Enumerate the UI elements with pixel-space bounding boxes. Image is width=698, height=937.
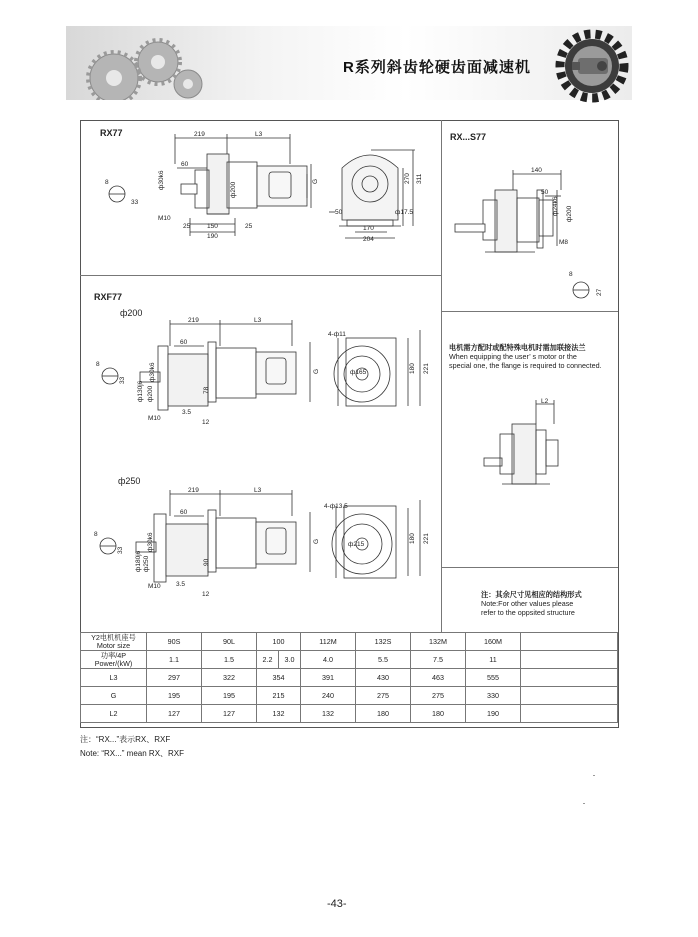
dim-12: 12 [202, 419, 210, 426]
table-cell: 180 [356, 705, 411, 723]
other-note-en2: refer to the oppsited structure [481, 608, 575, 617]
dim-219: 219 [188, 317, 199, 324]
motor-note-cn: 电机需方配时或配特殊电机时需加联接法兰 [449, 343, 586, 352]
dim-200: ф200 [566, 205, 573, 222]
table-cell: 100 [257, 633, 301, 651]
table-cell: 3.0 [279, 651, 301, 669]
dim-90: 90 [203, 558, 210, 566]
row-label-G: G [81, 687, 147, 705]
dim-shaft: ф24k6 [552, 196, 559, 216]
dim-165: ф165 [350, 369, 367, 376]
dim-8-b: 8 [94, 531, 98, 538]
table-cell: 275 [356, 687, 411, 705]
dim-190: 190 [207, 233, 218, 240]
table-cell: 127 [202, 705, 257, 723]
table-cell: 330 [466, 687, 521, 705]
dim-170: 170 [363, 225, 374, 232]
dim-M8: M8 [559, 239, 569, 246]
dim-shaft: ф30k6 [149, 362, 156, 382]
table-row [81, 705, 618, 723]
table-cell: 322 [202, 669, 257, 687]
other-note-en1: Note:For other values please [481, 599, 574, 608]
table-cell: 195 [202, 687, 257, 705]
dim-L3: L3 [255, 131, 263, 138]
dim-78: 78 [203, 386, 210, 394]
dim-50: 50 [335, 209, 343, 216]
dim-219: 219 [194, 131, 205, 138]
table-cell-empty [521, 705, 618, 723]
row-label-motor: Y2电机机座号 Motor size [81, 633, 147, 651]
rxs77-drawing [445, 160, 613, 305]
flange-drawing [472, 396, 572, 496]
size-label-250: ф250 [118, 476, 141, 486]
dim-M10-b: M10 [148, 583, 161, 590]
dim-flange: ф200 [230, 181, 237, 198]
table-cell: 1.1 [147, 651, 202, 669]
dim-180: 180 [409, 363, 416, 374]
dim-8: 8 [96, 361, 100, 368]
table-cell: 112M [301, 633, 356, 651]
dim-204: 204 [363, 236, 374, 243]
dim-shaft: ф30k6 [158, 170, 165, 190]
table-cell: 132M [411, 633, 466, 651]
table-cell: 2.2 [257, 651, 279, 669]
table-cell: 430 [356, 669, 411, 687]
dim-140: 140 [531, 167, 542, 174]
table-cell: 11 [466, 651, 521, 669]
table-cell: 132 [301, 705, 356, 723]
table-cell: 180 [411, 705, 466, 723]
table-cell: 275 [411, 687, 466, 705]
dim-8: 8 [105, 179, 109, 186]
table-cell: 190 [466, 705, 521, 723]
motor-note-en1: When equipping the user’ s motor or the [449, 352, 577, 361]
table-row [81, 633, 618, 651]
dim-3-5-b: 3.5 [176, 581, 186, 588]
dim-219-b: 219 [188, 487, 199, 494]
dim-60: 60 [181, 161, 189, 168]
table-cell: 463 [411, 669, 466, 687]
dim-3-5: 3.5 [182, 409, 192, 416]
scan-speck [583, 803, 585, 804]
dim-25b: 25 [245, 223, 253, 230]
dim-311: 311 [416, 173, 423, 184]
gear-icon [552, 26, 632, 106]
dim-33: 33 [131, 199, 139, 206]
dim-270: 270 [404, 173, 411, 184]
section-label-rx77: RX77 [100, 128, 123, 138]
dim-25: 25 [183, 223, 191, 230]
other-note-cn: 注：其余尺寸见相应的结构形式 [481, 590, 582, 599]
dim-130: ф130j6 [137, 380, 144, 402]
table-cell-empty [521, 687, 618, 705]
table-cell: 132S [356, 633, 411, 651]
dim-250: ф250 [143, 555, 150, 572]
table-cell-empty [521, 651, 618, 669]
dim-180-b: 180 [409, 533, 416, 544]
rx77-drawing [95, 128, 435, 270]
table-cell: 4.0 [301, 651, 356, 669]
dim-150: 150 [207, 223, 218, 230]
dim-60: 60 [180, 339, 188, 346]
dim-L3-b: L3 [254, 487, 262, 494]
dim-M10: M10 [158, 215, 171, 222]
page-title: R系列斜齿轮硬齿面减速机 [343, 59, 531, 76]
dim-200: ф200 [147, 385, 154, 402]
table-row [81, 669, 618, 687]
dim-shaft-b: ф30k6 [147, 532, 154, 552]
size-label-200: ф200 [120, 308, 143, 318]
dim-4-13-5: 4-ф13.5 [324, 503, 348, 510]
dim-G: G [313, 368, 320, 374]
dim-G-b: G [313, 538, 320, 544]
dim-8: 8 [569, 271, 573, 278]
frame-divider-right-lower [441, 567, 618, 568]
dim-33-b: 33 [117, 546, 124, 554]
table-cell: 160M [466, 633, 521, 651]
frame-divider-right-upper [441, 311, 618, 312]
dim-215: ф215 [348, 541, 365, 548]
dim-27: 27 [596, 288, 603, 296]
table-cell-empty [521, 633, 618, 651]
table-cell: 215 [257, 687, 301, 705]
section-label-rxf77: RXF77 [94, 292, 123, 302]
rxf77-200-drawing [92, 316, 432, 432]
dim-33: 33 [119, 376, 126, 384]
motor-note-en2: special one, the flange is required to connected. [449, 361, 602, 370]
scan-speck [593, 775, 595, 776]
table-cell: 1.5 [202, 651, 257, 669]
table-cell: 354 [257, 669, 301, 687]
dim-221-b: 221 [423, 533, 430, 544]
table-cell: 391 [301, 669, 356, 687]
frame-divider-left [80, 275, 441, 276]
table-cell: 90L [202, 633, 257, 651]
table-cell: 555 [466, 669, 521, 687]
dim-50: 50 [541, 189, 549, 196]
table-cell: 127 [147, 705, 202, 723]
footnote-en: Note: “RX...” mean RX、RXF [80, 749, 185, 758]
page-number: -43- [327, 898, 347, 910]
dim-L2: L2 [541, 398, 549, 405]
spec-table [80, 632, 618, 723]
table-cell: 90S [147, 633, 202, 651]
dim-G: G [312, 178, 319, 184]
motor-note [449, 343, 602, 370]
table-cell: 132 [257, 705, 301, 723]
dim-M10: M10 [148, 415, 161, 422]
row-label-power: 功率/4P Power/(kW) [81, 651, 147, 669]
dim-12-b: 12 [202, 591, 210, 598]
rxf77-250-drawing [92, 486, 432, 602]
row-label-L3: L3 [81, 669, 147, 687]
dim-180j6: ф180j6 [135, 550, 142, 572]
table-cell: 240 [301, 687, 356, 705]
footnote-cn: 注：“RX...”表示RX、RXF [80, 735, 171, 744]
dim-60-b: 60 [180, 509, 188, 516]
dim-4-11: 4-ф11 [328, 331, 346, 338]
table-cell: 7.5 [411, 651, 466, 669]
dim-17-5: ф17.5 [395, 209, 413, 216]
row-label-L2: L2 [81, 705, 147, 723]
frame-divider-vertical [441, 120, 442, 632]
table-cell: 195 [147, 687, 202, 705]
table-row [81, 687, 618, 705]
table-row [81, 651, 618, 669]
table-cell-empty [521, 669, 618, 687]
other-note [481, 590, 582, 617]
table-cell: 297 [147, 669, 202, 687]
dim-L3: L3 [254, 317, 262, 324]
table-cell: 5.5 [356, 651, 411, 669]
section-label-rxs77: RX...S77 [450, 132, 487, 142]
dim-221: 221 [423, 363, 430, 374]
gears-illustration [84, 26, 204, 100]
